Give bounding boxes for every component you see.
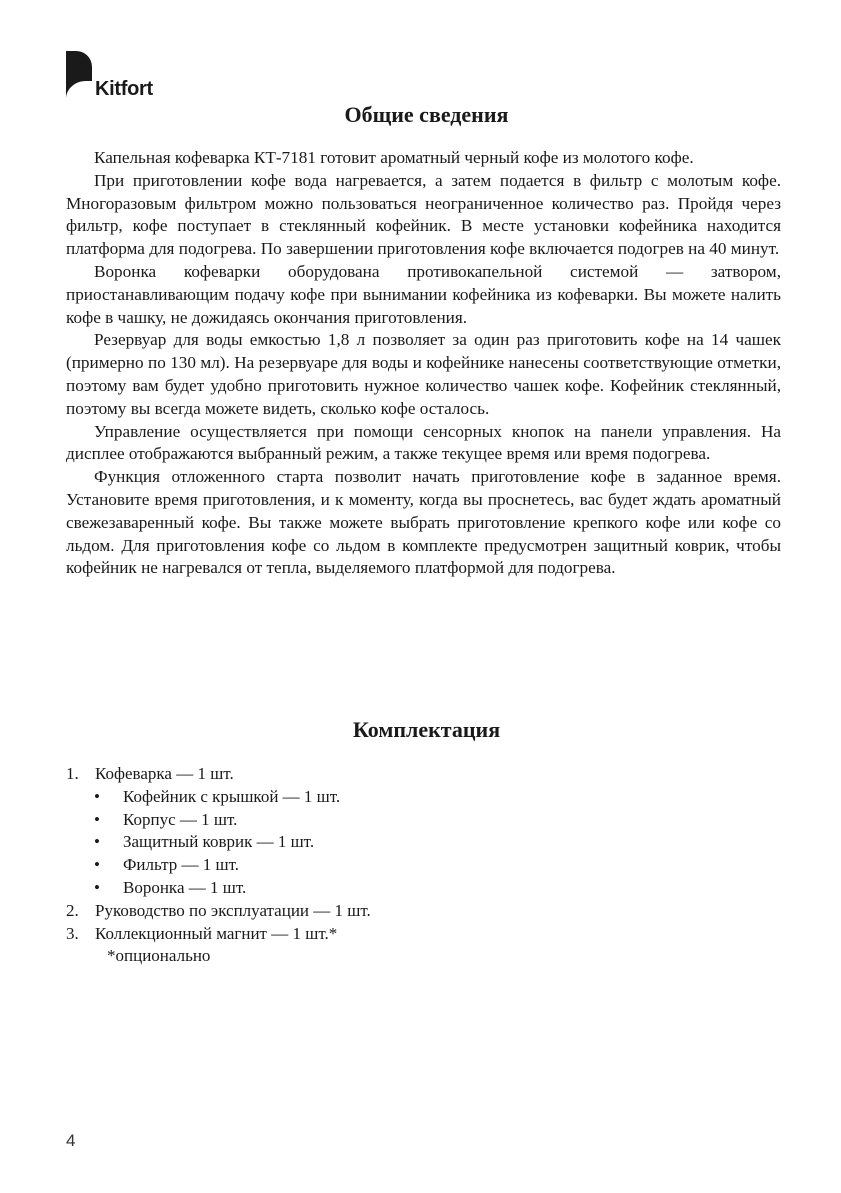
paragraph: Функция отложенного старта позволит начать приготовление кофе в заданное время. Установите время приготовления, и к моменту, когда вы проснетесь, вас будет ждать ароматный свежезаваренный кофе. Вы также можете выбрать приготовление крепкого кофе или кофе со льдом. Для приготовления кофе со льдом в комплекте предусмотрен защитный коврик, чтобы кофейник не нагревался от тепла, выделяемого платформой для подогрева. xyxy=(66,467,781,578)
paragraph: Резервуар для воды емкостью 1,8 л позволяет за один раз приготовить кофе на 14 чашек (примерно по 130 мл). На резервуаре для воды и кофейнике нанесены соответствующие отметки, поэтому вам будет удобно приготовить нужное количество чашек кофе. Кофейник стеклянный, поэтому вы всегда можете видеть, сколько кофе осталось. xyxy=(66,330,781,418)
sub-list-item-text: Фильтр — 1 шт. xyxy=(123,855,239,875)
list-number: 2. xyxy=(66,900,79,920)
bullet-icon: • xyxy=(94,786,100,806)
footnote-row xyxy=(66,945,766,968)
bullet-icon: • xyxy=(94,877,100,897)
sub-list-item-text: Корпус — 1 шт. xyxy=(123,809,238,829)
brand-name: Kitfort xyxy=(95,78,153,100)
footnote: *опционально xyxy=(107,946,211,966)
sub-list-item xyxy=(66,831,766,854)
sub-list-item xyxy=(66,786,766,809)
bullet-icon: • xyxy=(94,809,100,829)
bullet-icon: • xyxy=(94,855,100,875)
list-item xyxy=(66,900,766,923)
bullet-icon: • xyxy=(94,832,100,852)
list-item xyxy=(66,763,766,786)
sub-list-item-text: Воронка — 1 шт. xyxy=(123,877,247,897)
list-item xyxy=(66,923,766,946)
list-item-text: Коллекционный магнит — 1 шт.* xyxy=(95,923,338,943)
sub-list-item xyxy=(66,809,766,832)
sub-list-item xyxy=(66,854,766,877)
paragraph: Управление осуществляется при помощи сенсорных кнопок на панели управления. На дисплее отображаются выбранный режим, а также текущее время или время подогрева. xyxy=(66,421,781,464)
paragraph: Капельная кофеварка КТ-7181 готовит ароматный черный кофе из молотого кофе. xyxy=(94,148,694,167)
paragraph: При приготовлении кофе вода нагревается, а затем подается в фильтр с молотым кофе. Многоразовым фильтром можно пользоваться неограниченное количество раз. Пройдя через фильтр, кофе поступает в стеклянный кофейник. В месте установки кофейника находится платформа для подогрева. По завершении приготовления кофе включается подогрев на 40 минут. xyxy=(66,170,781,259)
sub-list-item-text: Кофейник с крышкой — 1 шт. xyxy=(123,786,341,806)
section-title-general: Общие сведения xyxy=(344,102,509,127)
list-number: 1. xyxy=(66,764,79,783)
kitfort-logo-icon xyxy=(66,51,92,101)
package-contents-list xyxy=(66,763,766,968)
page-number: 4 xyxy=(66,1131,76,1150)
paragraph: Воронка кофеварки оборудована противокапельной системой — затвором, приостанавливающим подачу кофе при вынимании кофейника из кофеварки. Вы можете налить кофе в чашку, не дожидаясь окончания приготовления. xyxy=(66,261,781,327)
list-item-text: Руководство по эксплуатации — 1 шт. xyxy=(95,900,371,920)
list-item-text: Кофеварка — 1 шт. xyxy=(95,764,234,783)
section-title-contents: Комплектация xyxy=(352,717,501,742)
sub-list-item xyxy=(66,877,766,900)
general-info-text xyxy=(66,147,781,580)
list-number: 3. xyxy=(66,923,79,943)
sub-list-item-text: Защитный коврик — 1 шт. xyxy=(123,832,315,852)
brand-logo xyxy=(66,51,186,101)
